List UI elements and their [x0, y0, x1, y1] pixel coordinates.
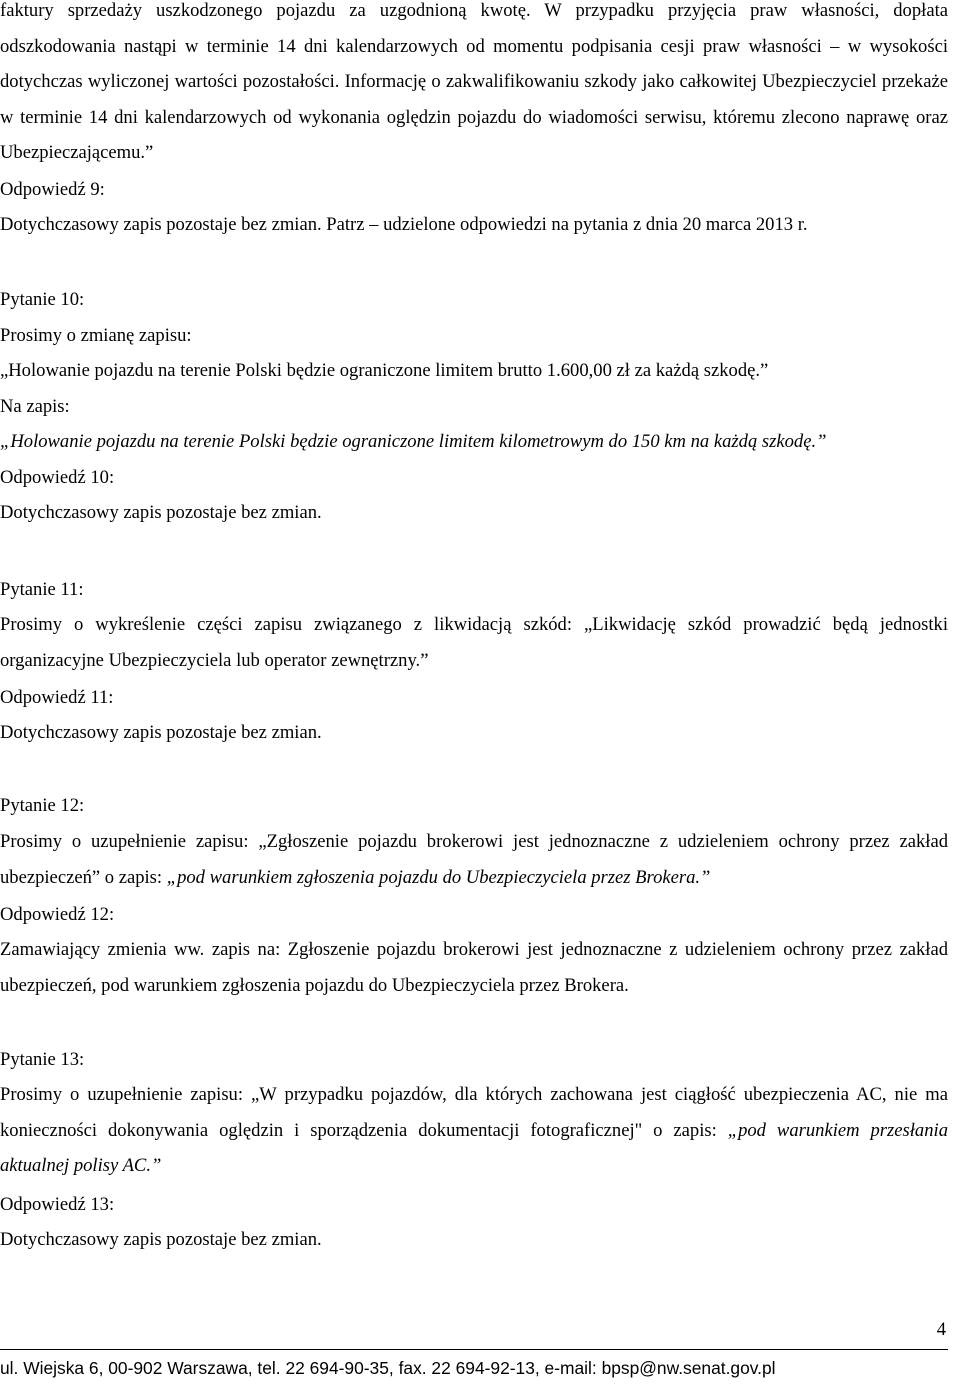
paragraph-claim-settlement [0, 0, 948, 171]
answer-9-title: Odpowiedź 9: [0, 179, 105, 200]
closing-quote: ” [145, 142, 154, 163]
question-10-na-zapis: Na zapis: [0, 396, 70, 417]
answer-11-title: Odpowiedź 11: [0, 687, 114, 708]
question-12-body: Prosimy o uzupełnienie zapisu: „Zgłoszenie pojazdu brokerowi jest jednoznaczne z udzieleniem ochrony przez zakład ubezpieczeń” o zapis: [0, 831, 948, 888]
question-13-italic: „pod warunkiem przesłania aktualnej polisy AC.” [0, 1119, 948, 1176]
footer-divider [0, 1349, 948, 1350]
paragraph-text: faktury sprzedaży uszkodzonego pojazdu za uzgodnioną kwotę. W przypadku przyjęcia praw własności, dopłata odszkodowania nastąpi w terminie 14 dni kalendarzowych od momentu podpisania cesji praw własności – w wysokości dotychczas wyliczonej wartości pozostałości. Informację o zakwalifikowaniu szkody jako całkowitej Ubezpieczyciel przekaże w terminie 14 dni kalendarzowych od wykonania oględzin pojazdu do wiadomości serwisu, któremu zlecono naprawę oraz Ubezpieczającemu. [0, 0, 948, 163]
question-10-title: Pytanie 10: [0, 289, 85, 310]
answer-13-title: Odpowiedź 13: [0, 1194, 115, 1215]
question-13-body: Prosimy o uzupełnienie zapisu: „W przypadku pojazdów, dla których zachowana jest ciągłość ubezpieczenia AC, nie ma konieczności dokonywania oględzin i sporządzenia dokumentacji fotograficznej" o zapis: [0, 1084, 948, 1141]
page-number: 4 [936, 1319, 946, 1340]
question-10-request: Prosimy o zmianę zapisu: [0, 325, 192, 346]
answer-9-text: Dotychczasowy zapis pozostaje bez zmian. Patrz – udzielone odpowiedzi na pytania z dnia 20 marca 2013 r. [0, 214, 808, 235]
question-13-text [0, 1077, 948, 1184]
question-12-italic: „pod warunkiem zgłoszenia pojazdu do Ubezpieczyciela przez Brokera.” [166, 866, 711, 888]
question-10-new-text: „Holowanie pojazdu na terenie Polski będzie ograniczone limitem kilometrowym do 150 km na każdą szkodę.” [0, 431, 827, 452]
answer-12-text: Zamawiający zmienia ww. zapis na: Zgłoszenie pojazdu brokerowi jest jednoznaczne z udzieleniem ochrony przez zakład ubezpieczeń, pod warunkiem zgłoszenia pojazdu do Ubezpieczyciela przez Brokera. [0, 939, 948, 996]
question-11-text: Prosimy o wykreślenie części zapisu związanego z likwidacją szkód: „Likwidację szkód prowadzić będą jednostki organizacyjne Ubezpieczyciela lub operator zewnętrzny.” [0, 614, 948, 671]
question-12-title: Pytanie 12: [0, 795, 85, 816]
answer-11-text: Dotychczasowy zapis pozostaje bez zmian. [0, 722, 322, 743]
footer-address: ul. Wiejska 6, 00-902 Warszawa, tel. 22 694-90-35, fax. 22 694-92-13, e-mail: bpsp@nw.senat.gov.pl [0, 1358, 776, 1378]
answer-12-title: Odpowiedź 12: [0, 904, 115, 925]
answer-10-text: Dotychczasowy zapis pozostaje bez zmian. [0, 502, 322, 523]
question-13-title: Pytanie 13: [0, 1049, 85, 1070]
answer-13-text: Dotychczasowy zapis pozostaje bez zmian. [0, 1229, 322, 1250]
answer-10-title: Odpowiedź 10: [0, 467, 115, 488]
question-12-text [0, 824, 948, 895]
question-11-title: Pytanie 11: [0, 579, 84, 600]
question-10-quote: „Holowanie pojazdu na terenie Polski będzie ograniczone limitem brutto 1.600,00 zł za każdą szkodę.” [0, 360, 769, 381]
